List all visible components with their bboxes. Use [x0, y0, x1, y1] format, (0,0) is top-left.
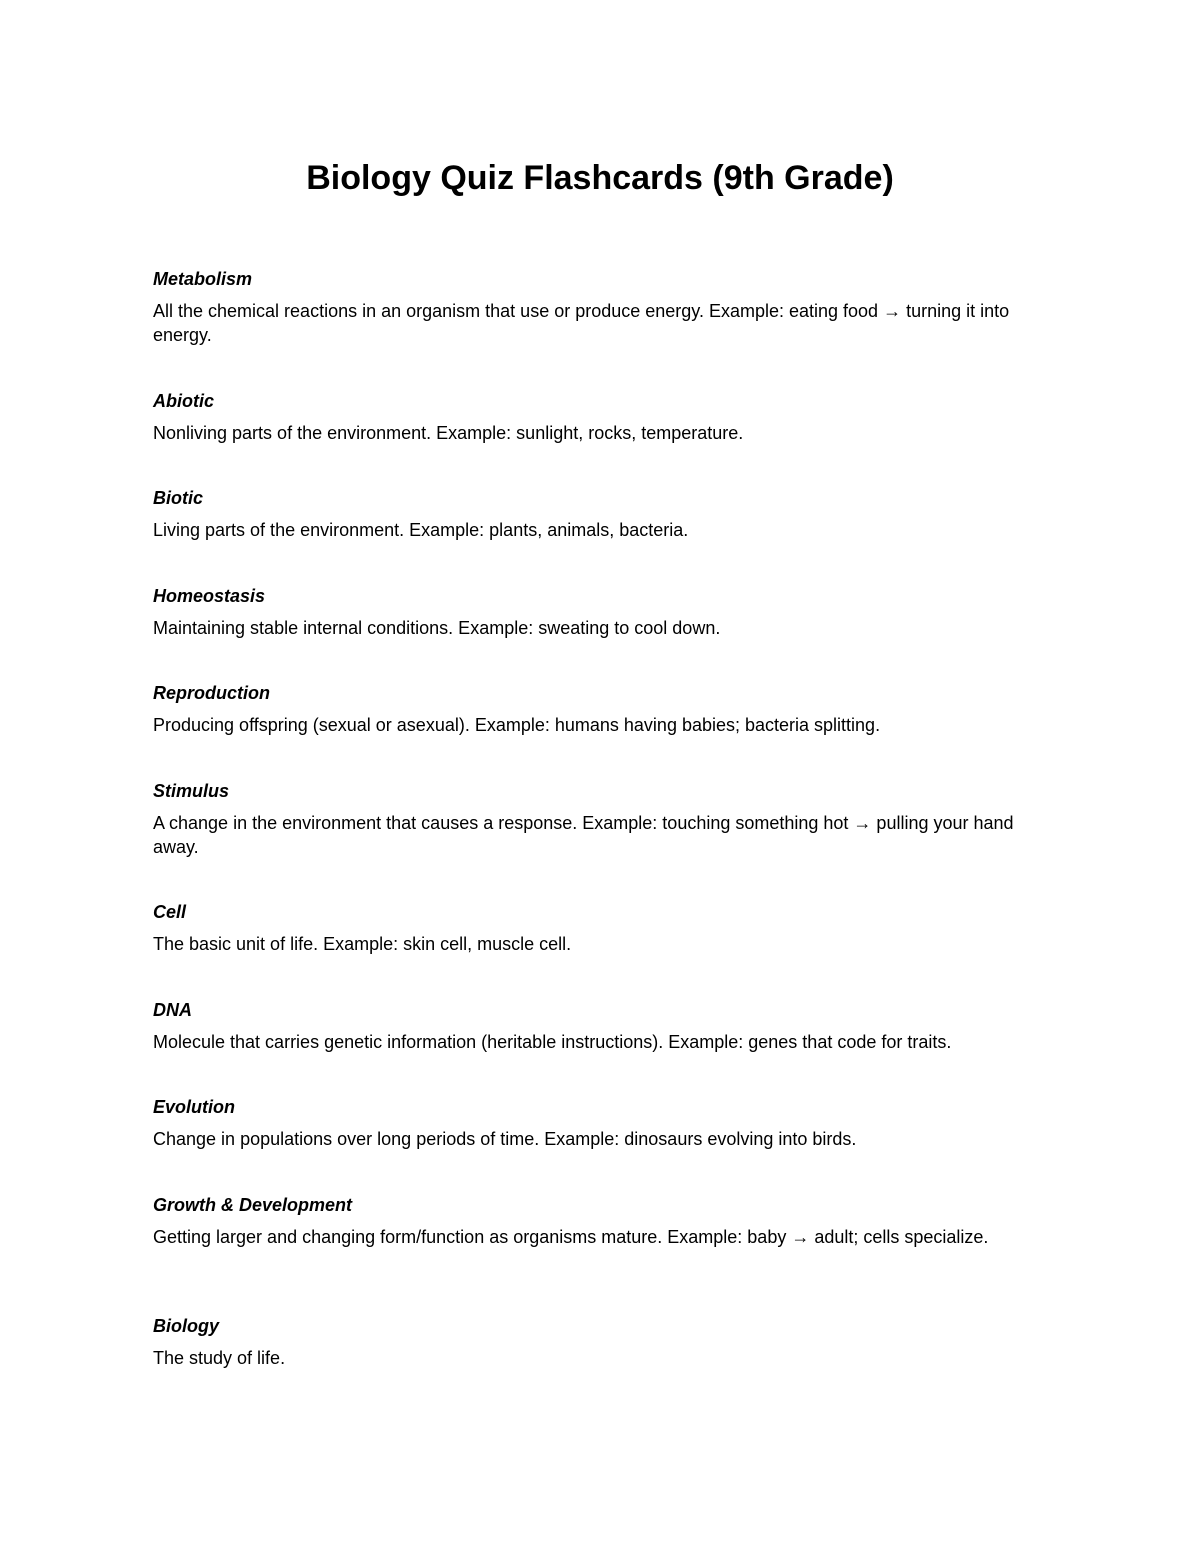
flashcard-term: Metabolism [153, 269, 253, 289]
flashcard-term: Reproduction [153, 683, 270, 703]
flashcard-definition: Producing offspring (sexual or asexual). Example: humans having babies; bacteria splitting. [153, 715, 881, 735]
page-title: Biology Quiz Flashcards (9th Grade) [306, 159, 894, 197]
flashcard-entry [153, 1193, 1058, 1315]
flashcard-entry [153, 267, 1058, 389]
flashcard-definition: Nonliving parts of the environment. Example: sunlight, rocks, temperature. [153, 422, 744, 443]
flashcard-term: Growth & Development [153, 1194, 353, 1215]
flashcard-entry [153, 1314, 1058, 1412]
flashcard-entry [153, 389, 1058, 487]
flashcard-entry [153, 998, 1058, 1096]
flashcard-definition: Maintaining stable internal conditions. Example: sweating to cool down. [153, 617, 721, 638]
flashcard-list [153, 267, 1058, 1412]
flashcard-definition: Living parts of the environment. Example: plants, animals, bacteria. [153, 520, 689, 540]
flashcard-definition: A change in the environment that causes a response. Example: touching something hot → pulling your hand away. [153, 812, 1014, 857]
flashcard-definition: Change in populations over long periods of time. Example: dinosaurs evolving into birds. [153, 1129, 857, 1149]
flashcard-entry [153, 681, 1058, 779]
flashcard-entry [153, 779, 1058, 901]
flashcard-term: Evolution [153, 1097, 235, 1117]
flashcard-definition: Molecule that carries genetic information (heritable instructions). Example: genes that code for traits. [153, 1031, 952, 1052]
flashcard-term: Abiotic [153, 390, 214, 411]
flashcard-entry [153, 584, 1058, 682]
flashcard-definition: Getting larger and changing form/function as organisms mature. Example: baby → adult; cells specialize. [153, 1226, 989, 1247]
flashcard-definition: The study of life. [153, 1348, 286, 1368]
flashcard-entry [153, 1095, 1058, 1193]
flashcard-entry [153, 486, 1058, 584]
flashcard-term: Homeostasis [153, 585, 266, 606]
flashcard-term: Biotic [153, 488, 204, 508]
flashcard-term: Biology [153, 1316, 219, 1336]
flashcard-entry [153, 900, 1058, 998]
flashcard-term: Cell [153, 902, 187, 922]
flashcard-term: DNA [153, 999, 192, 1020]
flashcard-term: Stimulus [153, 780, 230, 801]
flashcard-definition: All the chemical reactions in an organism that use or produce energy. Example: eating food → turning it into energy. [153, 301, 1010, 345]
flashcard-definition: The basic unit of life. Example: skin cell, muscle cell. [153, 934, 572, 954]
